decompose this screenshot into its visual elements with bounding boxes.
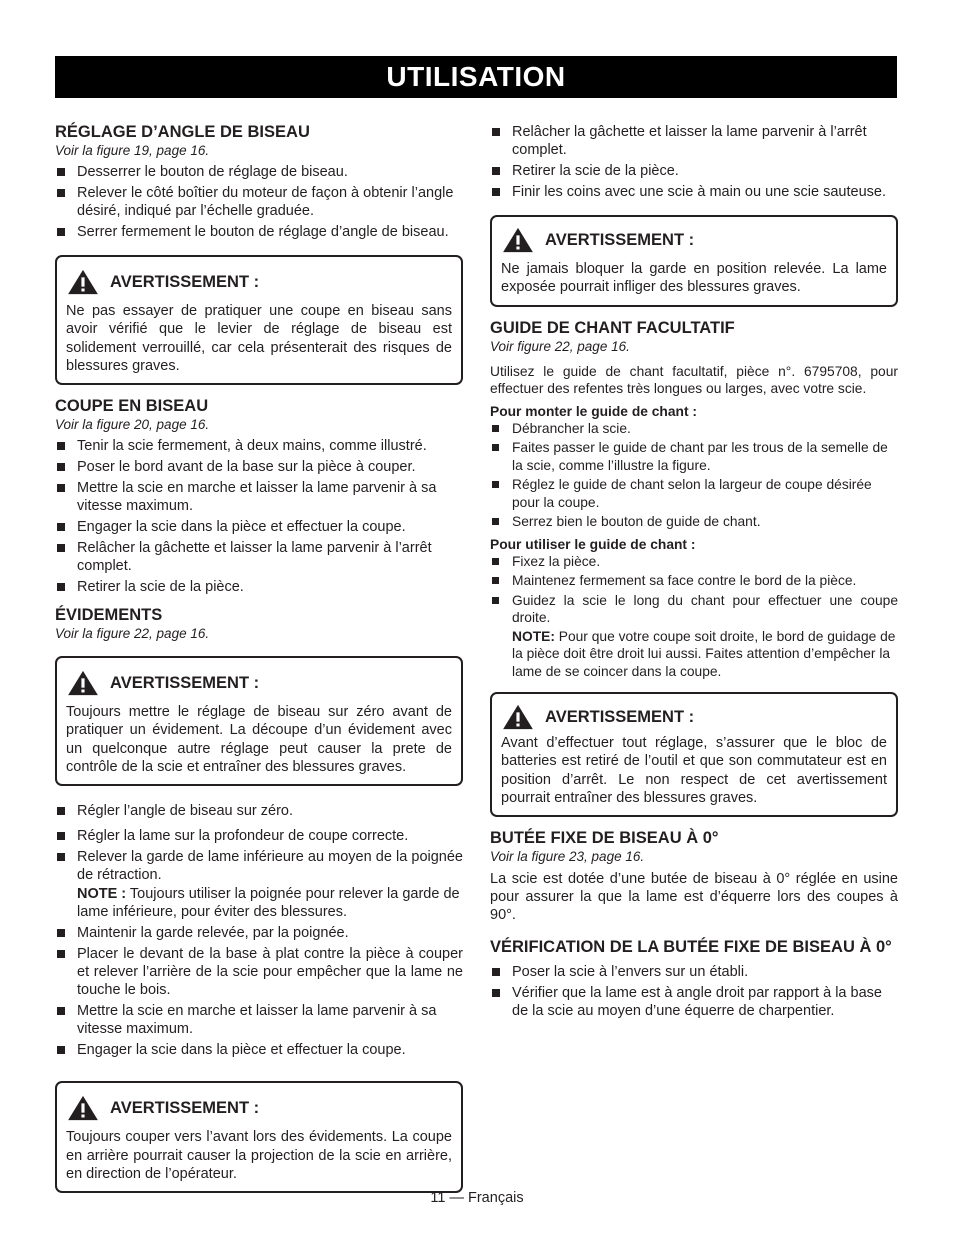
warning-title: AVERTISSEMENT : [110,272,260,291]
list-item: Desserrer le bouton de réglage de biseau. [55,163,463,181]
warning-title: AVERTISSEMENT : [545,230,695,249]
list-item: Finir les coins avec une scie à main ou une scie sauteuse. [490,183,898,201]
note: NOTE: Pour que votre coupe soit droite, le bord de guidage de la pièce doit être droit lui aussi. Faites attention d’empêcher la lame de se coincer dans la coupe. [512,628,896,679]
warning-title: AVERTISSEMENT : [110,673,260,692]
section-title-verify: VÉRIFICATION DE LA BUTÉE FIXE DE BISEAU À 0° [490,938,892,957]
figure-ref: Voir la figure 22, page 16. [55,626,210,642]
list-item: Faites passer le guide de chant par les trous de la semelle de la scie, comme l’illustre la figure. [490,439,898,474]
square-bullet-icon [57,583,65,591]
bevel-list [55,163,463,241]
square-bullet-icon [57,950,65,958]
square-bullet-icon [492,968,500,976]
list-item: Fixez la pièce. [490,553,898,571]
list-item: Maintenir la garde relevée, par la poignée. [55,924,463,942]
list-item: Poser le bord avant de la base sur la pièce à couper. [55,458,463,476]
square-bullet-icon [492,188,500,196]
square-bullet-icon [492,989,500,997]
list-item: Engager la scie dans la pièce et effectuer la coupe. [55,518,463,536]
right-column [490,123,898,1023]
list-item: Débrancher la scie. [490,420,898,438]
list-item: Mettre la scie en marche et laisser la lame parvenir à sa vitesse maximum. [55,1002,463,1038]
warning-box [490,215,898,307]
list-item: Engager la scie dans la pièce et effectuer la coupe. [55,1041,463,1059]
bevel-stop-text: La scie est dotée d’une butée de biseau à 0° réglée en usine pour assurer la que la lame est d’équerre lors des coupes à 90°. [490,871,898,924]
list-item: Relever le côté boîtier du moteur de façon à obtenir l’angle désiré, indiqué par l’échelle graduée. [55,184,463,220]
section-title-bevel-cut: COUPE EN BISEAU [55,397,209,416]
list-item: Tenir la scie fermement, à deux mains, comme illustré. [55,437,463,455]
warning-title: AVERTISSEMENT : [110,1098,260,1117]
list-item: Retirer la scie de la pièce. [490,162,898,180]
square-bullet-icon [57,929,65,937]
square-bullet-icon [492,481,499,488]
section-title-pocket: ÉVIDEMENTS [55,606,163,625]
list-item: Réglez le guide de chant selon la largeur de coupe désirée pour la coupe. [490,476,898,511]
warning-triangle-icon [501,227,535,253]
square-bullet-icon [57,1007,65,1015]
use-subtitle: Pour utiliser le guide de chant : [490,536,696,552]
warning-text: Ne pas essayer de pratiquer une coupe en biseau sans avoir vérifié que le levier de réglage de biseau est solidement verrouillé, car cela présenterait des risques de blessures graves. [66,303,452,374]
verify-list [490,963,898,1020]
figure-ref: Voir la figure 19, page 16. [55,143,210,158]
section-title-bevel: RÉGLAGE D’ANGLE DE BISEAU [55,123,310,141]
use-list [490,553,898,681]
warning-text: Toujours mettre le réglage de biseau sur zéro avant de pratiquer un évidement. La découpe d’un évidement avec un quelconque autre réglage peut causer la prete de contrôle de la scie et entraîner des blessures graves. [66,704,452,776]
square-bullet-icon [492,444,499,451]
warning-triangle-icon [66,1095,100,1121]
list-item: Mettre la scie en marche et laisser la lame parvenir à sa vitesse maximum. [55,479,463,515]
square-bullet-icon [57,853,65,861]
square-bullet-icon [57,463,65,471]
warning-box [490,692,898,817]
square-bullet-icon [57,832,65,840]
warning-triangle-icon [66,670,100,696]
warning-text: Ne jamais bloquer la garde en position relevée. La lame exposée pourrait infliger des blessures graves. [501,261,887,296]
square-bullet-icon [492,128,500,136]
list-item: Guidez la scie le long du chant pour effectuer une coupe droite. NOTE: Pour que votre coupe soit droite, le bord de guidage de la pièce doit être droit lui aussi. Faites attention d’empêcher la lame de se coincer dans la coupe. [490,592,898,681]
square-bullet-icon [57,1046,65,1054]
figure-ref: Voir la figure 23, page 16. [490,849,645,865]
list-item: Maintenez fermement sa face contre le bord de la pièce. [490,572,898,590]
square-bullet-icon [492,597,499,604]
page-footer: 11 — Français [430,1190,524,1206]
mount-list [490,420,898,531]
pocket-list [55,802,463,1059]
square-bullet-icon [57,544,65,552]
square-bullet-icon [57,228,65,236]
square-bullet-icon [57,442,65,450]
square-bullet-icon [57,807,65,815]
list-item: Vérifier que la lame est à angle droit par rapport à la base de la scie au moyen d’une équerre de charpentier. [490,984,898,1020]
list-item: Relever la garde de lame inférieure au moyen de la poignée de rétraction. NOTE : Toujours utiliser la poignée pour relever la garde de lame inférieure, pour éviter des blessures. [55,848,463,921]
section-title-edge-guide: GUIDE DE CHANT FACULTATIF [490,318,735,337]
warning-text: Toujours couper vers l’avant lors des évidements. La coupe en arrière pourrait causer la projection de la scie en arrière, en direction de l’opérateur. [66,1129,452,1182]
list-item: Poser la scie à l’envers sur un établi. [490,963,898,981]
square-bullet-icon [57,168,65,176]
page-title: UTILISATION [55,56,897,98]
list-item: Relâcher la gâchette et laisser la lame parvenir à l’arrêt complet. [490,123,898,159]
figure-ref: Voir la figure 20, page 16. [55,417,210,433]
list-item: Relâcher la gâchette et laisser la lame parvenir à l’arrêt complet. [55,539,463,575]
warning-title: AVERTISSEMENT : [545,707,695,726]
list-item: Serrez bien le bouton de guide de chant. [490,513,898,531]
square-bullet-icon [492,425,499,432]
left-column [55,123,463,1193]
square-bullet-icon [492,518,499,525]
square-bullet-icon [492,167,500,175]
warning-box [55,656,463,786]
note: NOTE : Toujours utiliser la poignée pour relever la garde de lame inférieure, pour éviter des blessures. [77,886,460,921]
section-title-bevel-stop: BUTÉE FIXE DE BISEAU À 0° [490,829,719,848]
warning-triangle-icon [66,269,100,295]
list-item: Retirer la scie de la pièce. [55,578,463,596]
warning-box [55,255,463,385]
list-item: Régler l’angle de biseau sur zéro. [55,802,463,820]
warning-text: Avant d’effectuer tout réglage, s’assurer que le bloc de batteries est retiré de l’outil et que son commutateur est en position d’arrêt. Le non respect de cet avertissement pourrait entraîner des blessures graves. [501,735,887,806]
bevel-cut-list [55,437,463,596]
square-bullet-icon [57,523,65,531]
square-bullet-icon [57,484,65,492]
list-item: Serrer fermement le bouton de réglage d’angle de biseau. [55,223,463,241]
warning-box [55,1081,463,1193]
guide-intro: Utilisez le guide de chant facultatif, pièce n°. 6795708, pour effectuer des refentes très longues ou larges, avec votre scie. [490,363,898,397]
warning-triangle-icon [501,704,535,730]
list-item: Régler la lame sur la profondeur de coupe correcte. [55,827,463,845]
list-item: Placer le devant de la base à plat contre la pièce à couper et relever l’arrière de la scie pour empêcher que la lame ne touche le bois. [55,945,463,999]
mount-subtitle: Pour monter le guide de chant : [490,403,697,419]
square-bullet-icon [492,577,499,584]
square-bullet-icon [492,558,499,565]
figure-ref: Voir figure 22, page 16. [490,338,630,354]
square-bullet-icon [57,189,65,197]
pocket-list-continued [490,123,898,201]
